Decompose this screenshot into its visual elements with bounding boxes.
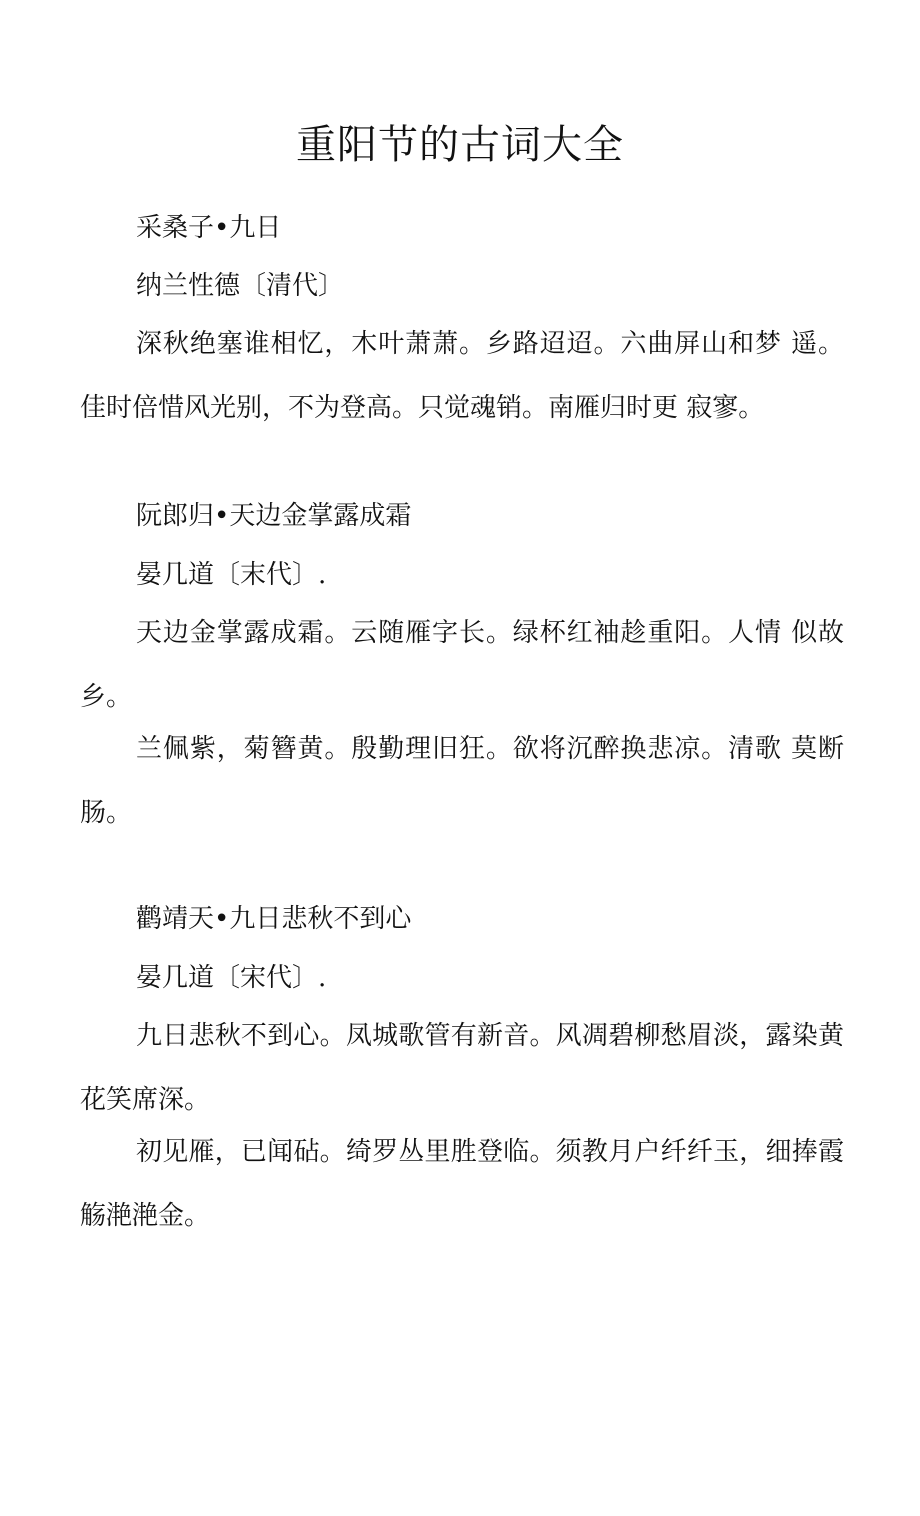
- poem-1-name: 采桑子•九日: [136, 213, 282, 243]
- poem-2-stanza-2: 兰佩紫，菊簪黄。殷勤理旧狂。欲将沉醉换悲凉。清歌 莫断肠。: [80, 734, 844, 828]
- poem-3-author: 晏几道〔宋代〕.: [136, 963, 327, 993]
- poem-1-stanza-1: 深秋绝塞谁相忆，木叶萧萧。乡路迢迢。六曲屏山和梦 遥。佳时倍惜风光别，不为登高。只觉魂销。南雁归时更 寂寥。: [80, 329, 844, 423]
- poem-3-stanza-1: 九日悲秋不到心。凤城歌管有新音。风凋碧柳愁眉淡，露染黄花笑席深。: [80, 1021, 844, 1115]
- poem-2-stanza-1: 天边金掌露成霜。云随雁字长。绿杯红袖趁重阳。人情 似故乡。: [80, 618, 844, 712]
- poem-1-author: 纳兰性德〔清代〕: [136, 271, 345, 301]
- poem-2-author: 晏几道〔末代〕.: [136, 560, 327, 590]
- poem-2-name: 阮郎归•天边金掌露成霜: [136, 501, 412, 531]
- poem-3-name: 鹳靖天•九日悲秋不到心: [136, 904, 412, 934]
- document-title: 重阳节的古词大全: [296, 122, 624, 168]
- poem-3-stanza-2: 初见雁，已闻砧。绮罗丛里胜登临。须教月户纤纤玉，细捧霞觞滟滟金。: [80, 1137, 844, 1231]
